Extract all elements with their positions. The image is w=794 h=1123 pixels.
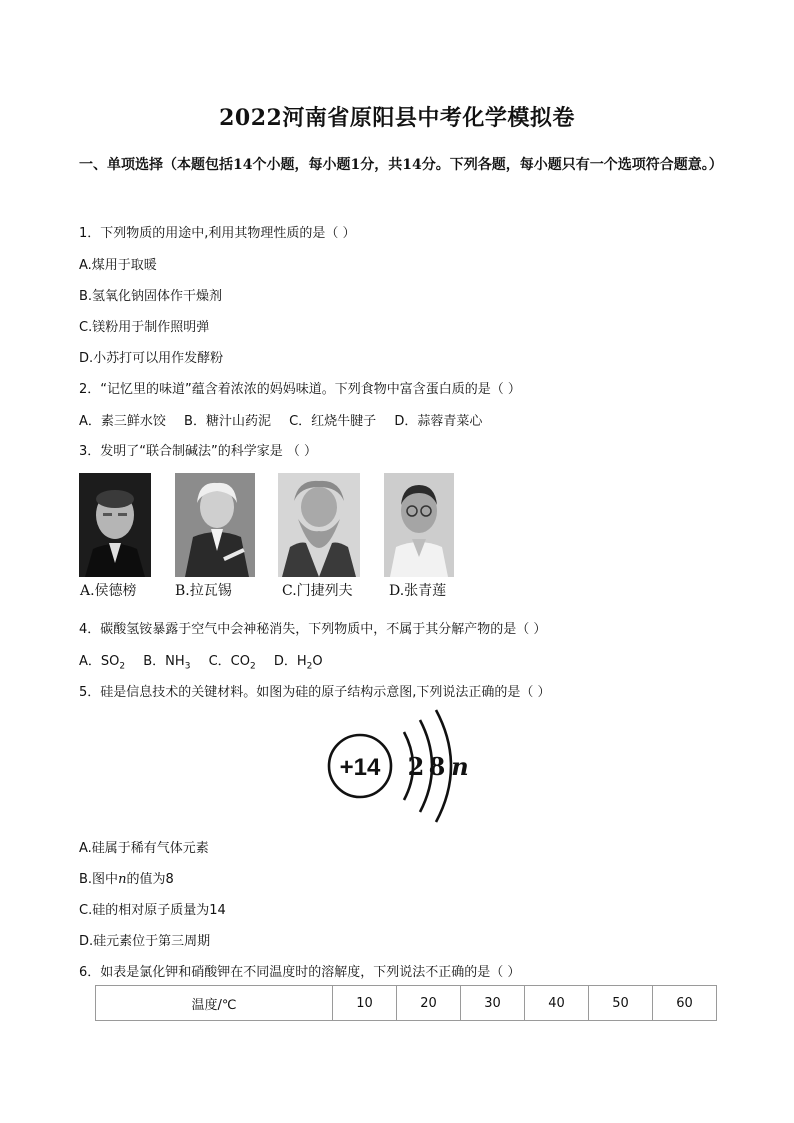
silicon-atom-diagram	[326, 706, 476, 830]
portrait-hou-debang	[79, 473, 151, 577]
caption-c: C.门捷列夫	[282, 583, 353, 599]
question-4-stem: 4．碳酸氢铵暴露于空气中会神秘消失，下列物质中，不属于其分解产物的是（ ）	[79, 622, 547, 637]
question-5-option-d: D.硅元素位于第三周期	[79, 934, 211, 949]
table-cell: 20	[397, 986, 461, 1021]
question-2-stem: 2．“记忆里的味道”蕴含着浓浓的妈妈味道。下列食物中富含蛋白质的是（ ）	[79, 382, 521, 397]
question-3-stem: 3．发明了“联合制碱法”的科学家是 （ ）	[79, 444, 318, 459]
question-1-option-c: C.镁粉用于制作照明弹	[79, 320, 210, 335]
portrait-zhang-qinglian	[384, 473, 454, 577]
question-1-option-b: B.氢氧化钠固体作干燥剂	[79, 289, 223, 304]
caption-b: B.拉瓦锡	[175, 583, 232, 599]
shell-1-count: 2	[407, 752, 425, 781]
section-heading: 一、单项选择（本题包括14个小题，每小题1分，共14分。下列各题，每小题只有一个选项符合题意。）	[79, 157, 723, 173]
question-4-options	[79, 650, 337, 672]
question-4-option-b: B．$NH_3$	[143, 654, 191, 672]
question-2-option-c: C．红烧牛腱子	[289, 414, 377, 429]
question-5-option-c: C.硅的相对原子质量为14	[79, 903, 226, 918]
portrait-lavoisier	[175, 473, 255, 577]
question-5-option-a: A.硅属于稀有气体元素	[79, 841, 209, 856]
shell-3-count: n	[451, 752, 469, 781]
solubility-table	[95, 985, 717, 1021]
shell-2-count: 8	[428, 752, 446, 781]
caption-d: D.张青莲	[389, 583, 447, 599]
question-6-stem: 6．如表是氯化钾和硝酸钾在不同温度时的溶解度，下列说法不正确的是（ ）	[79, 965, 521, 980]
page-title: 2022河南省原阳县中考化学模拟卷	[219, 105, 575, 131]
table-cell: 30	[461, 986, 525, 1021]
table-cell: 10	[333, 986, 397, 1021]
question-5-stem: 5．硅是信息技术的关键材料。如图为硅的原子结构示意图,下列说法正确的是（ ）	[79, 685, 551, 700]
caption-a: A.侯德榜	[80, 583, 137, 599]
portrait-mendeleev	[278, 473, 360, 577]
question-2-option-d: D．蒜蓉青菜心	[394, 414, 483, 429]
question-1-option-d: D.小苏打可以用作发酵粉	[79, 351, 224, 366]
table-row	[96, 986, 717, 1021]
question-4-option-d: D．$H_2O$	[273, 654, 323, 672]
table-cell: 50	[589, 986, 653, 1021]
table-cell: 60	[653, 986, 717, 1021]
table-header-cell: 温度/℃	[96, 986, 333, 1021]
nucleus-charge: +14	[339, 754, 381, 781]
question-4-option-a: A．$SO_2$	[79, 654, 126, 672]
question-2-option-a: A．素三鲜水饺	[79, 414, 166, 429]
question-5-option-b: B.图中n的值为8	[79, 872, 174, 887]
question-2-options	[79, 410, 496, 429]
table-cell: 40	[525, 986, 589, 1021]
question-1-stem: 1．下列物质的用途中,利用其物理性质的是（ ）	[79, 226, 356, 241]
question-4-option-c: C．$CO_2$	[208, 654, 256, 672]
question-1-option-a: A.煤用于取暖	[79, 258, 157, 273]
question-2-option-b: B．糖汁山药泥	[184, 414, 271, 429]
